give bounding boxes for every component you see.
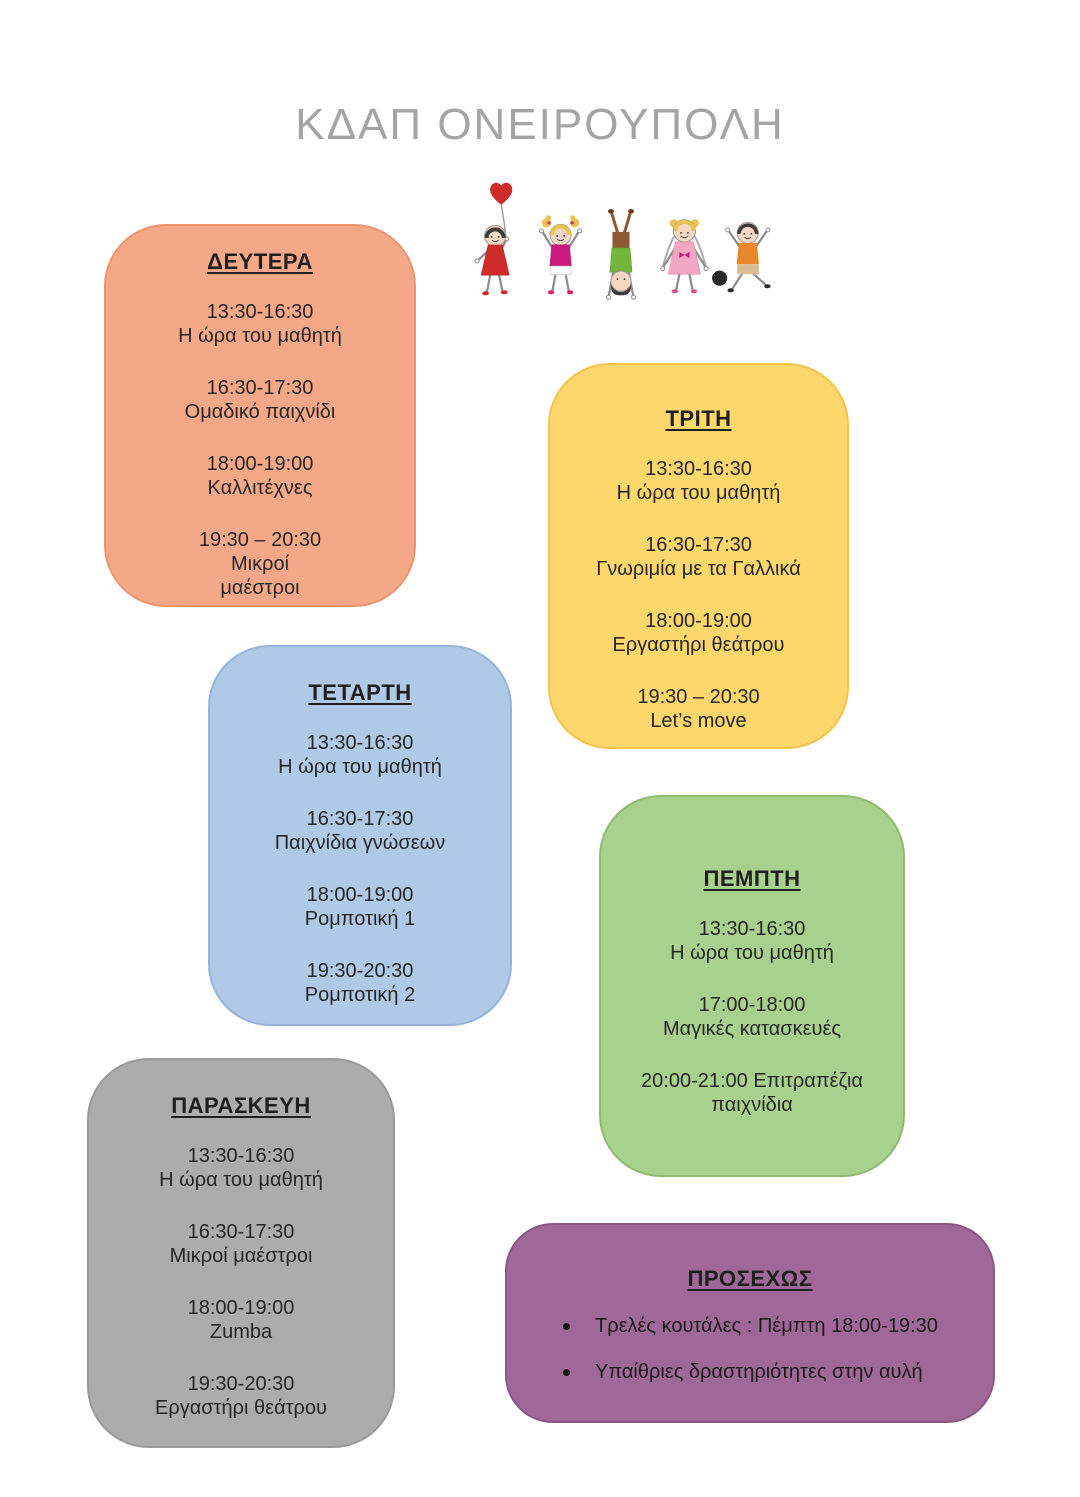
entry-line: 18:00-19:00: [306, 884, 414, 906]
upcoming-item-text: Τρελές κουτάλες : Πέμπτη 18:00-19:30: [595, 1315, 938, 1337]
entry-line: 13:30-16:30: [187, 1145, 295, 1167]
heart-balloon-icon: [490, 183, 512, 205]
entry-line: 13:30-16:30: [306, 732, 414, 754]
entry-line: Η ώρα του μαθητή: [159, 1169, 323, 1191]
entry-line: Η ώρα του μαθητή: [670, 942, 834, 964]
entry-line: Μικροί: [230, 553, 290, 575]
entry-line: Μαγικές κατασκευές: [662, 1018, 842, 1040]
entry-line: Η ώρα του μαθητή: [278, 756, 442, 778]
schedule-entry: [210, 807, 510, 855]
entry-line: Ρομποτική 2: [304, 984, 416, 1006]
upcoming-list: [507, 1313, 993, 1385]
day-card-wednesday: [208, 645, 512, 1026]
entry-line: 13:30-16:30: [698, 918, 806, 940]
entry-line: 16:30-17:30: [206, 377, 314, 399]
entry-line: 13:30-16:30: [645, 458, 752, 480]
schedule-entry: [550, 609, 847, 657]
entry-line: 18:00-19:00: [645, 610, 752, 632]
schedule-entry: [89, 1372, 393, 1420]
schedule-entry: [601, 993, 903, 1041]
page-title: ΚΔΑΠ ΟΝΕΙΡΟΥΠΟΛΗ: [295, 100, 785, 149]
entry-line: 18:00-19:00: [187, 1297, 295, 1319]
day-title-wednesday: ΤΕΤΑΡΤΗ: [308, 680, 412, 705]
upcoming-title: ΠΡΟΣΕΧΩΣ: [687, 1266, 813, 1291]
upcoming-item: [561, 1359, 973, 1385]
day-title-tuesday: ΤΡΙΤΗ: [665, 406, 732, 431]
entry-line: Ρομποτική 1: [304, 908, 416, 930]
schedule-entry: [210, 883, 510, 931]
entry-line: Η ώρα του μαθητή: [178, 325, 342, 347]
schedule-entry: [106, 452, 414, 500]
child-ball: [712, 222, 771, 292]
entry-line: Παιχνίδια γνώσεων: [274, 832, 446, 854]
ball-icon: [712, 271, 727, 286]
schedule-entry: [550, 685, 847, 733]
entry-line: 18:00-19:00: [206, 453, 314, 475]
upcoming-item-text: Υπαίθριες δραστηριότητες στην αυλή: [595, 1361, 923, 1383]
schedule-entry: [210, 959, 510, 1007]
entry-line: παιχνίδια: [711, 1094, 793, 1116]
day-title-thursday: ΠΕΜΠΤΗ: [703, 866, 801, 891]
entry-line: 16:30-17:30: [187, 1221, 295, 1243]
day-card-friday: [87, 1058, 395, 1448]
entry-line: 16:30-17:30: [306, 808, 414, 830]
entry-line: Μικροί μαέστροι: [169, 1245, 313, 1267]
entry-line: Η ώρα του μαθητή: [616, 482, 781, 504]
entry-line: Zumba: [209, 1321, 273, 1343]
day-card-monday: [104, 224, 416, 607]
entry-line: 17:00-18:00: [698, 994, 806, 1016]
schedule-entry: [89, 1296, 393, 1344]
entry-line: Ομαδικό παιχνίδι: [184, 401, 336, 423]
schedule-entry: [210, 731, 510, 779]
entry-line: 19:30-20:30: [187, 1373, 295, 1395]
children-playing-illustration: [468, 176, 780, 322]
bullet-icon: [563, 1369, 570, 1376]
child-heart-balloon: [475, 183, 512, 296]
schedule-entry: [601, 1069, 903, 1117]
schedule-entry: [550, 457, 847, 505]
schedule-entry: [106, 376, 414, 424]
entry-line: 19:30 – 20:30: [198, 529, 322, 551]
upcoming-item: [561, 1313, 973, 1339]
day-card-thursday: [599, 795, 905, 1177]
schedule-entry: [106, 528, 414, 600]
child-pigtails: [539, 215, 581, 294]
entry-line: Let’s move: [650, 710, 747, 732]
child-jumprope: [661, 219, 708, 293]
day-card-tuesday: [548, 363, 849, 749]
day-title-monday: ΔΕΥΤΕΡΑ: [207, 249, 313, 274]
schedule-entry: [106, 300, 414, 348]
entry-line: 19:30-20:30: [306, 960, 414, 982]
schedule-entry: [89, 1144, 393, 1192]
day-title-friday: ΠΑΡΑΣΚΕΥΗ: [171, 1093, 311, 1118]
entry-line: Καλλιτέχνες: [207, 477, 313, 499]
entry-line: Εργαστήρι θεάτρου: [155, 1397, 327, 1419]
entry-line: 20:00-21:00 Επιτραπέζια: [641, 1070, 863, 1092]
entry-line: 16:30-17:30: [645, 534, 752, 556]
entry-line: Γνωριμία με τα Γαλλικά: [596, 558, 801, 580]
schedule-entry: [550, 533, 847, 581]
entry-line: 13:30-16:30: [206, 301, 314, 323]
child-handstand: [606, 209, 635, 299]
schedule-entry: [601, 917, 903, 965]
entry-line: Εργαστήρι θεάτρου: [612, 634, 785, 656]
schedule-entry: [89, 1220, 393, 1268]
upcoming-card: [505, 1223, 995, 1423]
entry-line: 19:30 – 20:30: [637, 686, 760, 708]
bullet-icon: [563, 1323, 570, 1330]
entry-line: μαέστροι: [220, 577, 300, 599]
